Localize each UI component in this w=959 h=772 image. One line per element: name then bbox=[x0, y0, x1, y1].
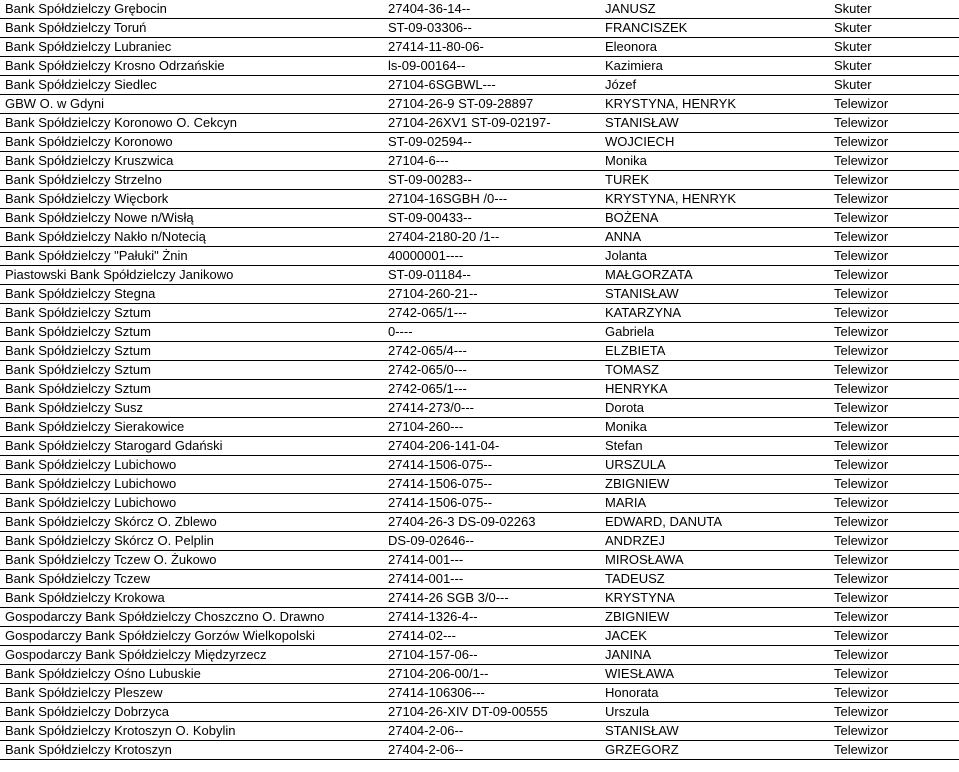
bank-name-cell: Bank Spółdzielczy Nowe n/Wisłą bbox=[0, 209, 388, 228]
winner-name-cell: Monika bbox=[605, 152, 834, 171]
winner-name-cell: KRYSTYNA, HENRYK bbox=[605, 95, 834, 114]
winner-name-cell: ZBIGNIEW bbox=[605, 608, 834, 627]
account-code-cell: 27404-2-06-- bbox=[388, 722, 605, 741]
table-row bbox=[0, 342, 959, 361]
table-row bbox=[0, 399, 959, 418]
prize-cell: Telewizor bbox=[834, 247, 959, 266]
table-row bbox=[0, 456, 959, 475]
account-code-cell: 2742-065/0--- bbox=[388, 361, 605, 380]
account-code-cell: ST-09-00283-- bbox=[388, 171, 605, 190]
winner-name-cell: ELZBIETA bbox=[605, 342, 834, 361]
table-row bbox=[0, 323, 959, 342]
account-code-cell: 27404-2-06-- bbox=[388, 741, 605, 760]
prize-cell: Telewizor bbox=[834, 133, 959, 152]
table-row bbox=[0, 684, 959, 703]
table-row bbox=[0, 570, 959, 589]
prize-cell: Telewizor bbox=[834, 589, 959, 608]
prize-cell: Telewizor bbox=[834, 532, 959, 551]
winner-name-cell: MAŁGORZATA bbox=[605, 266, 834, 285]
prize-cell: Telewizor bbox=[834, 456, 959, 475]
prize-cell: Telewizor bbox=[834, 266, 959, 285]
bank-name-cell: Gospodarczy Bank Spółdzielczy Gorzów Wielkopolski bbox=[0, 627, 388, 646]
bank-name-cell: Bank Spółdzielczy Lubraniec bbox=[0, 38, 388, 57]
table-row bbox=[0, 0, 959, 19]
prize-cell: Telewizor bbox=[834, 323, 959, 342]
winner-name-cell: STANISŁAW bbox=[605, 114, 834, 133]
table-row bbox=[0, 380, 959, 399]
account-code-cell: 27414-11-80-06- bbox=[388, 38, 605, 57]
winner-name-cell: KATARZYNA bbox=[605, 304, 834, 323]
winner-name-cell: BOŻENA bbox=[605, 209, 834, 228]
winner-name-cell: JACEK bbox=[605, 627, 834, 646]
prize-cell: Skuter bbox=[834, 19, 959, 38]
table-row bbox=[0, 361, 959, 380]
prize-cell: Telewizor bbox=[834, 551, 959, 570]
prize-cell: Skuter bbox=[834, 76, 959, 95]
bank-name-cell: Bank Spółdzielczy Stegna bbox=[0, 285, 388, 304]
bank-name-cell: Piastowski Bank Spółdzielczy Janikowo bbox=[0, 266, 388, 285]
account-code-cell: 2742-065/4--- bbox=[388, 342, 605, 361]
winner-name-cell: HENRYKA bbox=[605, 380, 834, 399]
account-code-cell: DS-09-02646-- bbox=[388, 532, 605, 551]
prize-cell: Telewizor bbox=[834, 380, 959, 399]
bank-name-cell: Bank Spółdzielczy Lubichowo bbox=[0, 494, 388, 513]
bank-name-cell: Bank Spółdzielczy Krosno Odrzańskie bbox=[0, 57, 388, 76]
prize-cell: Telewizor bbox=[834, 342, 959, 361]
bank-name-cell: Bank Spółdzielczy Siedlec bbox=[0, 76, 388, 95]
account-code-cell: 2742-065/1--- bbox=[388, 380, 605, 399]
table-row bbox=[0, 551, 959, 570]
account-code-cell: 27414-001--- bbox=[388, 570, 605, 589]
winner-name-cell: Eleonora bbox=[605, 38, 834, 57]
account-code-cell: 27414-1506-075-- bbox=[388, 456, 605, 475]
bank-name-cell: Bank Spółdzielczy Sztum bbox=[0, 380, 388, 399]
bank-name-cell: Bank Spółdzielczy Nakło n/Notecią bbox=[0, 228, 388, 247]
account-code-cell: 27414-273/0--- bbox=[388, 399, 605, 418]
prize-cell: Telewizor bbox=[834, 665, 959, 684]
account-code-cell: 27404-2180-20 /1-- bbox=[388, 228, 605, 247]
table-row bbox=[0, 285, 959, 304]
account-code-cell: 0---- bbox=[388, 323, 605, 342]
winner-name-cell: Urszula bbox=[605, 703, 834, 722]
prize-cell: Telewizor bbox=[834, 513, 959, 532]
bank-name-cell: Bank Spółdzielczy Grębocin bbox=[0, 0, 388, 19]
account-code-cell: ST-09-02594-- bbox=[388, 133, 605, 152]
winner-name-cell: GRZEGORZ bbox=[605, 741, 834, 760]
bank-name-cell: Bank Spółdzielczy Krotoszyn bbox=[0, 741, 388, 760]
table-row bbox=[0, 247, 959, 266]
prize-cell: Telewizor bbox=[834, 646, 959, 665]
winner-name-cell: JANINA bbox=[605, 646, 834, 665]
account-code-cell: 27104-26-XIV DT-09-00555 bbox=[388, 703, 605, 722]
winner-name-cell: KRYSTYNA bbox=[605, 589, 834, 608]
bank-name-cell: Gospodarczy Bank Spółdzielczy Choszczno O. Drawno bbox=[0, 608, 388, 627]
account-code-cell: 27404-206-141-04- bbox=[388, 437, 605, 456]
prize-cell: Skuter bbox=[834, 38, 959, 57]
prize-cell: Telewizor bbox=[834, 722, 959, 741]
prize-cell: Telewizor bbox=[834, 627, 959, 646]
bank-name-cell: Bank Spółdzielczy "Pałuki" Żnin bbox=[0, 247, 388, 266]
prize-cell: Telewizor bbox=[834, 684, 959, 703]
prize-cell: Telewizor bbox=[834, 475, 959, 494]
prize-cell: Telewizor bbox=[834, 171, 959, 190]
account-code-cell: 27104-260--- bbox=[388, 418, 605, 437]
winner-name-cell: Dorota bbox=[605, 399, 834, 418]
table-row bbox=[0, 266, 959, 285]
table-row bbox=[0, 646, 959, 665]
winner-name-cell: Kazimiera bbox=[605, 57, 834, 76]
bank-name-cell: Bank Spółdzielczy Toruń bbox=[0, 19, 388, 38]
account-code-cell: 27104-157-06-- bbox=[388, 646, 605, 665]
winner-name-cell: STANISŁAW bbox=[605, 722, 834, 741]
table-row bbox=[0, 513, 959, 532]
winner-name-cell: Gabriela bbox=[605, 323, 834, 342]
prize-cell: Telewizor bbox=[834, 437, 959, 456]
table-row bbox=[0, 589, 959, 608]
bank-name-cell: Bank Spółdzielczy Tczew bbox=[0, 570, 388, 589]
winner-name-cell: JANUSZ bbox=[605, 0, 834, 19]
table-row bbox=[0, 418, 959, 437]
winner-name-cell: TOMASZ bbox=[605, 361, 834, 380]
prize-cell: Telewizor bbox=[834, 285, 959, 304]
table-row bbox=[0, 38, 959, 57]
bank-name-cell: Bank Spółdzielczy Lubichowo bbox=[0, 456, 388, 475]
table-row bbox=[0, 494, 959, 513]
prize-cell: Telewizor bbox=[834, 228, 959, 247]
winner-name-cell: EDWARD, DANUTA bbox=[605, 513, 834, 532]
account-code-cell: 27414-1506-075-- bbox=[388, 475, 605, 494]
table-row bbox=[0, 475, 959, 494]
prize-cell: Telewizor bbox=[834, 190, 959, 209]
prize-cell: Telewizor bbox=[834, 399, 959, 418]
account-code-cell: ST-09-00433-- bbox=[388, 209, 605, 228]
account-code-cell: 27414-1326-4-- bbox=[388, 608, 605, 627]
table-row bbox=[0, 627, 959, 646]
bank-name-cell: Gospodarczy Bank Spółdzielczy Międzyrzecz bbox=[0, 646, 388, 665]
winner-name-cell: STANISŁAW bbox=[605, 285, 834, 304]
bank-name-cell: Bank Spółdzielczy Koronowo bbox=[0, 133, 388, 152]
table-row bbox=[0, 76, 959, 95]
prize-cell: Telewizor bbox=[834, 152, 959, 171]
winner-name-cell: WOJCIECH bbox=[605, 133, 834, 152]
bank-name-cell: Bank Spółdzielczy Dobrzyca bbox=[0, 703, 388, 722]
account-code-cell: 27104-26-9 ST-09-28897 bbox=[388, 95, 605, 114]
bank-name-cell: Bank Spółdzielczy Pleszew bbox=[0, 684, 388, 703]
bank-name-cell: Bank Spółdzielczy Więcbork bbox=[0, 190, 388, 209]
account-code-cell: 27104-206-00/1-- bbox=[388, 665, 605, 684]
bank-name-cell: Bank Spółdzielczy Starogard Gdański bbox=[0, 437, 388, 456]
table-row bbox=[0, 152, 959, 171]
bank-name-cell: Bank Spółdzielczy Sierakowice bbox=[0, 418, 388, 437]
table-row bbox=[0, 228, 959, 247]
account-code-cell: 27104-6--- bbox=[388, 152, 605, 171]
account-code-cell: 27414-001--- bbox=[388, 551, 605, 570]
winner-name-cell: URSZULA bbox=[605, 456, 834, 475]
winner-name-cell: MARIA bbox=[605, 494, 834, 513]
bank-name-cell: Bank Spółdzielczy Sztum bbox=[0, 361, 388, 380]
winner-name-cell: FRANCISZEK bbox=[605, 19, 834, 38]
prize-cell: Telewizor bbox=[834, 361, 959, 380]
bank-name-cell: Bank Spółdzielczy Krokowa bbox=[0, 589, 388, 608]
winner-name-cell: Monika bbox=[605, 418, 834, 437]
winner-name-cell: TUREK bbox=[605, 171, 834, 190]
table-row bbox=[0, 171, 959, 190]
winner-name-cell: Stefan bbox=[605, 437, 834, 456]
winner-name-cell: TADEUSZ bbox=[605, 570, 834, 589]
bank-name-cell: Bank Spółdzielczy Sztum bbox=[0, 342, 388, 361]
winner-name-cell: ZBIGNIEW bbox=[605, 475, 834, 494]
winner-name-cell: ANDRZEJ bbox=[605, 532, 834, 551]
account-code-cell: ST-09-01184-- bbox=[388, 266, 605, 285]
account-code-cell: 27414-106306--- bbox=[388, 684, 605, 703]
table-row bbox=[0, 703, 959, 722]
bank-name-cell: Bank Spółdzielczy Ośno Lubuskie bbox=[0, 665, 388, 684]
prize-cell: Telewizor bbox=[834, 95, 959, 114]
prize-cell: Telewizor bbox=[834, 741, 959, 760]
prize-cell: Telewizor bbox=[834, 703, 959, 722]
account-code-cell: 27414-26 SGB 3/0--- bbox=[388, 589, 605, 608]
bank-name-cell: Bank Spółdzielczy Susz bbox=[0, 399, 388, 418]
account-code-cell: 40000001---- bbox=[388, 247, 605, 266]
account-code-cell: 27104-26XV1 ST-09-02197- bbox=[388, 114, 605, 133]
table-row bbox=[0, 133, 959, 152]
account-code-cell: 27414-1506-075-- bbox=[388, 494, 605, 513]
table-row bbox=[0, 608, 959, 627]
prize-cell: Telewizor bbox=[834, 304, 959, 323]
bank-name-cell: Bank Spółdzielczy Sztum bbox=[0, 304, 388, 323]
account-code-cell: 27104-6SGBWL--- bbox=[388, 76, 605, 95]
account-code-cell: 27414-02--- bbox=[388, 627, 605, 646]
bank-name-cell: Bank Spółdzielczy Tczew O. Żukowo bbox=[0, 551, 388, 570]
account-code-cell: 27104-260-21-- bbox=[388, 285, 605, 304]
bank-name-cell: Bank Spółdzielczy Lubichowo bbox=[0, 475, 388, 494]
table-row bbox=[0, 95, 959, 114]
table-row bbox=[0, 741, 959, 760]
prize-cell: Telewizor bbox=[834, 570, 959, 589]
bank-name-cell: GBW O. w Gdyni bbox=[0, 95, 388, 114]
table-row bbox=[0, 532, 959, 551]
table-row bbox=[0, 437, 959, 456]
account-code-cell: ls-09-00164-- bbox=[388, 57, 605, 76]
prize-cell: Telewizor bbox=[834, 114, 959, 133]
winner-name-cell: Jolanta bbox=[605, 247, 834, 266]
prize-cell: Skuter bbox=[834, 0, 959, 19]
winner-name-cell: ANNA bbox=[605, 228, 834, 247]
bank-name-cell: Bank Spółdzielczy Krotoszyn O. Kobylin bbox=[0, 722, 388, 741]
table-row bbox=[0, 19, 959, 38]
account-code-cell: 27104-16SGBH /0--- bbox=[388, 190, 605, 209]
prize-cell: Telewizor bbox=[834, 418, 959, 437]
prize-cell: Telewizor bbox=[834, 608, 959, 627]
bank-name-cell: Bank Spółdzielczy Koronowo O. Cekcyn bbox=[0, 114, 388, 133]
table-row bbox=[0, 304, 959, 323]
winner-name-cell: WIESŁAWA bbox=[605, 665, 834, 684]
table-row bbox=[0, 190, 959, 209]
prize-cell: Telewizor bbox=[834, 494, 959, 513]
table-row bbox=[0, 665, 959, 684]
account-code-cell: 27404-36-14-- bbox=[388, 0, 605, 19]
bank-name-cell: Bank Spółdzielczy Kruszwica bbox=[0, 152, 388, 171]
account-code-cell: 27404-26-3 DS-09-02263 bbox=[388, 513, 605, 532]
account-code-cell: ST-09-03306-- bbox=[388, 19, 605, 38]
winner-name-cell: KRYSTYNA, HENRYK bbox=[605, 190, 834, 209]
winner-name-cell: MIROSŁAWA bbox=[605, 551, 834, 570]
table-row bbox=[0, 209, 959, 228]
prize-cell: Telewizor bbox=[834, 209, 959, 228]
account-code-cell: 2742-065/1--- bbox=[388, 304, 605, 323]
bank-name-cell: Bank Spółdzielczy Skórcz O. Pelplin bbox=[0, 532, 388, 551]
table-row bbox=[0, 722, 959, 741]
bank-name-cell: Bank Spółdzielczy Strzelno bbox=[0, 171, 388, 190]
table-row bbox=[0, 114, 959, 133]
bank-name-cell: Bank Spółdzielczy Skórcz O. Zblewo bbox=[0, 513, 388, 532]
prize-cell: Skuter bbox=[834, 57, 959, 76]
winner-name-cell: Józef bbox=[605, 76, 834, 95]
bank-name-cell: Bank Spółdzielczy Sztum bbox=[0, 323, 388, 342]
table-row bbox=[0, 57, 959, 76]
winner-name-cell: Honorata bbox=[605, 684, 834, 703]
